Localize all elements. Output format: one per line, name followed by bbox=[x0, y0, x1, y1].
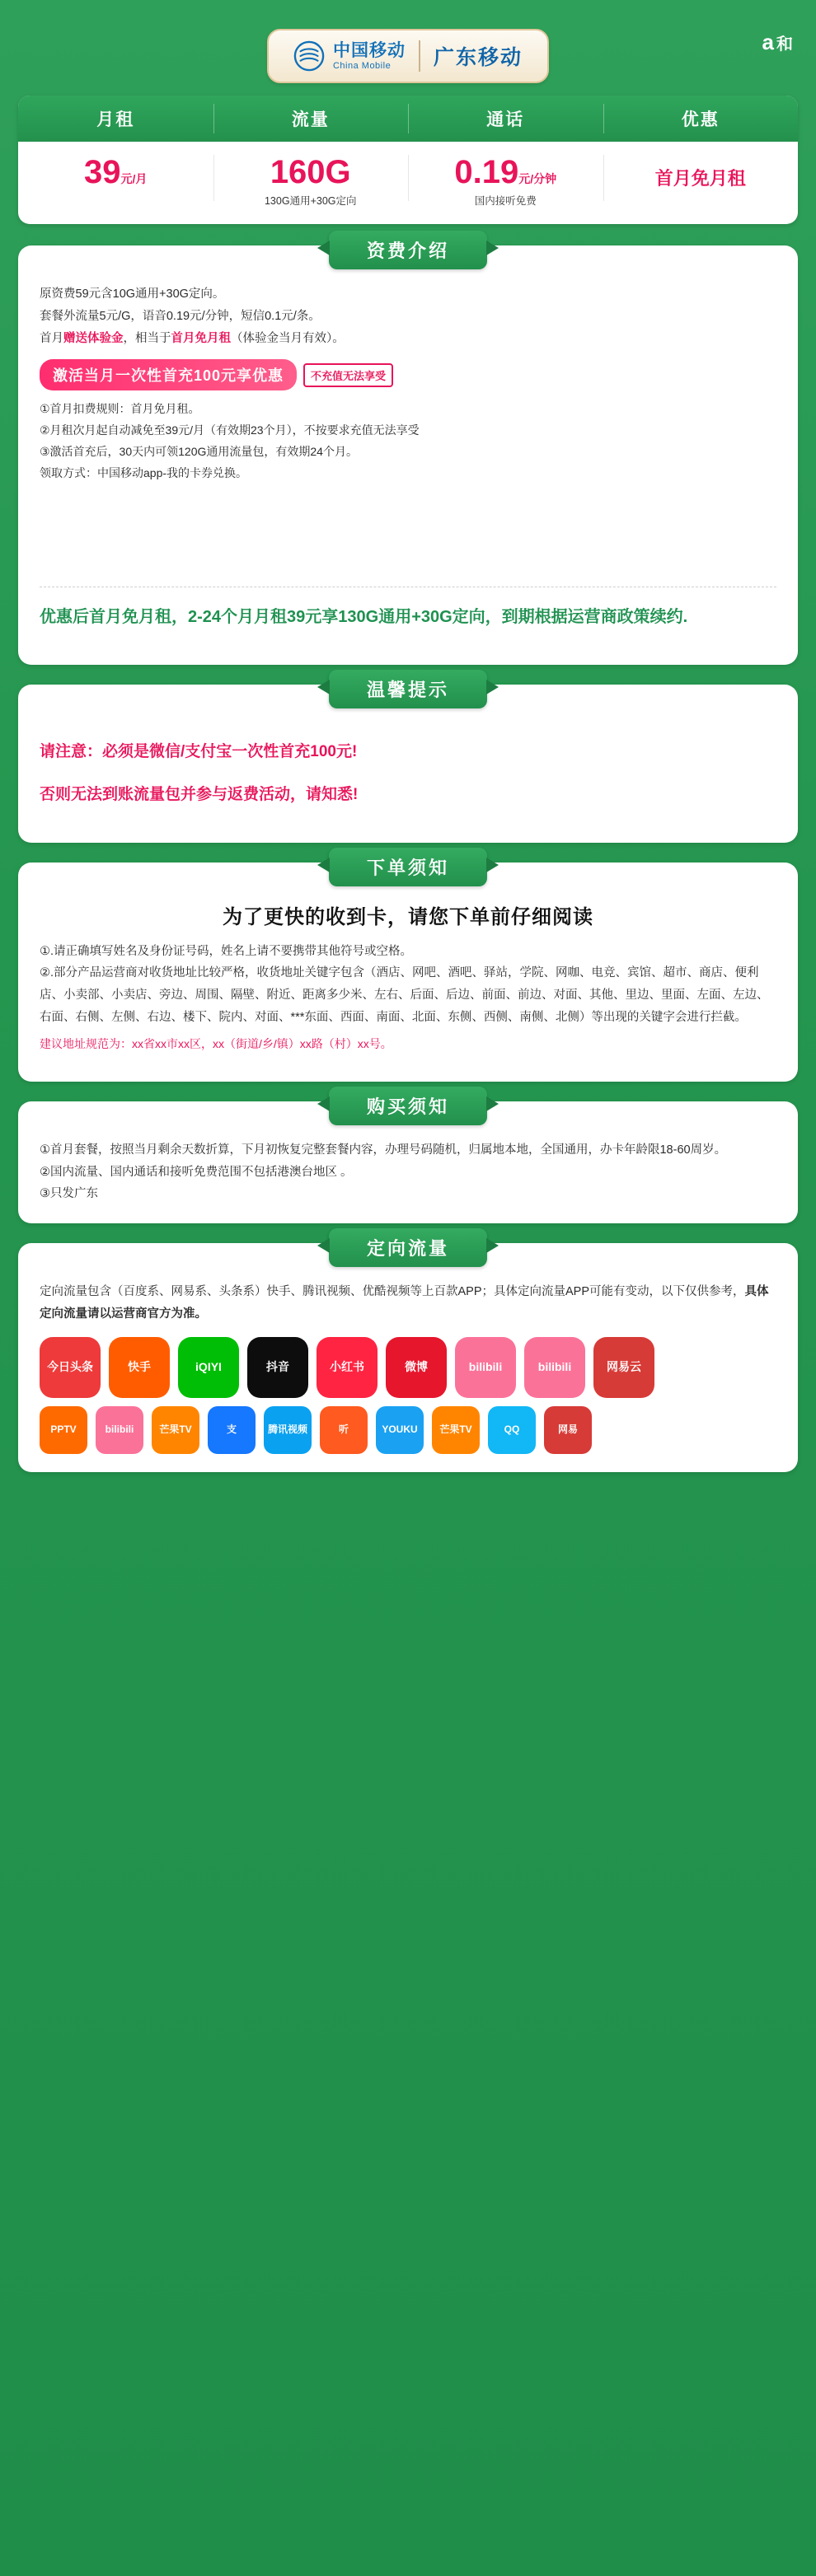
section-tips bbox=[18, 680, 798, 843]
brand-divider bbox=[419, 40, 420, 72]
directional-text-bold: 具体定向流量请以运营商官方为准。 bbox=[40, 1285, 769, 1321]
call-value: 0.19 bbox=[454, 154, 519, 190]
section-directional-data bbox=[18, 1238, 798, 1472]
tariff-line-3d: 首月免月租 bbox=[171, 331, 231, 345]
tencent-video-icon: 腾讯视频 bbox=[264, 1406, 312, 1454]
qingting-fm-icon: 听 bbox=[320, 1406, 368, 1454]
bilibili-alt-icon: bilibili bbox=[524, 1337, 585, 1398]
section-title-purchase: 购买须知 bbox=[329, 1087, 487, 1125]
tariff-line-2: 套餐外流量5元/G，语音0.19元/分钟，短信0.1元/条。 bbox=[40, 309, 321, 323]
app-icon-row-1 bbox=[40, 1337, 776, 1398]
alipay-icon: 支 bbox=[208, 1406, 256, 1454]
call-note: 国内接听免费 bbox=[474, 195, 537, 207]
tariff-highlight-row bbox=[40, 359, 776, 390]
data-note: 130G通用+30G定向 bbox=[264, 195, 357, 207]
section-purchase-notice bbox=[18, 1096, 798, 1223]
order-heading: 为了更快的收到卡，请您下单前仔细阅读 bbox=[223, 905, 593, 928]
tariff-line-3b: 赠送体验金 bbox=[63, 331, 124, 345]
purchase-item-2: ②国内流量、国内通话和接听免费范围不包括港澳台地区 。 bbox=[40, 1165, 353, 1179]
page-header bbox=[18, 16, 798, 96]
tariff-line-3 bbox=[40, 328, 776, 350]
tariff-item-2: ②月租次月起自动减免至39元/月（有效期23个月），不按要求充值无法享受 bbox=[40, 423, 420, 437]
qq-icon: QQ bbox=[488, 1406, 536, 1454]
tips-line-1-label: 请注意： bbox=[40, 743, 103, 760]
xiaohongshu-icon: 小红书 bbox=[317, 1337, 378, 1398]
tips-line-1 bbox=[40, 738, 776, 765]
tariff-summary: 优惠后首月免月租，2-24个月月租39元享130G通用+30G定向，到期根据运营商政策续约. bbox=[40, 608, 688, 626]
kuaishou-icon: 快手 bbox=[109, 1337, 170, 1398]
order-address-rule: 建议地址规范为：xx省xx市xx区，xx（街道/乡/镇）xx路（村）xx号。 bbox=[40, 1036, 392, 1050]
tips-line-1-text: 必须是微信/支付宝一次性首充100元! bbox=[102, 743, 358, 760]
data-value: 160G bbox=[270, 154, 351, 190]
price-header-data: 流量 bbox=[213, 96, 409, 142]
price-header-rent: 月租 bbox=[96, 110, 135, 129]
section-order-notice bbox=[18, 857, 798, 1082]
tariff-line-3c: ，相当于 bbox=[123, 331, 171, 345]
directional-text-main: 定向流量包含（百度系、网易系、头条系）快手、腾讯视频、优酷视频等上百款APP；具体定向流量APP可能有变动，以下仅供参考， bbox=[40, 1285, 745, 1299]
price-cell-data bbox=[213, 150, 409, 209]
call-unit: 元/分钟 bbox=[518, 172, 557, 185]
section-title-order: 下单须知 bbox=[329, 848, 487, 886]
region-label: 广东移动 bbox=[433, 46, 523, 69]
douyin-icon: 抖音 bbox=[247, 1337, 308, 1398]
netease-icon: 网易 bbox=[544, 1406, 592, 1454]
carrier-name-cn: 中国移动 bbox=[332, 41, 406, 61]
app-icon-row-2 bbox=[40, 1406, 776, 1454]
bilibili-icon: bilibili bbox=[455, 1337, 516, 1398]
brand-badge bbox=[267, 29, 549, 83]
tariff-line-3a: 首月 bbox=[40, 331, 63, 345]
offer-value: 首月免月租 bbox=[654, 168, 746, 189]
he-logo bbox=[762, 30, 793, 55]
price-header-call: 通话 bbox=[408, 96, 603, 142]
purchase-item-1: ①首月套餐，按照当月剩余天数折算，下月初恢复完整套餐内容，办理号码随机，归属地本地，全国通用，办卡年龄限18-60周岁。 bbox=[40, 1143, 727, 1157]
mgtv-alt-icon: 芒果TV bbox=[432, 1406, 480, 1454]
tariff-item-1: ①首月扣费规则：首月免月租。 bbox=[40, 402, 200, 416]
price-table-header bbox=[18, 96, 798, 142]
pptv-icon: PPTV bbox=[40, 1406, 87, 1454]
price-table bbox=[18, 96, 798, 224]
no-recharge-tag: 不充值无法享受 bbox=[303, 363, 393, 387]
bilibili-icon: bilibili bbox=[96, 1406, 143, 1454]
carrier-name-en: China Mobile bbox=[332, 60, 392, 71]
price-table-body bbox=[18, 142, 798, 224]
tips-line-2: 否则无法到账流量包并参与返费活动，请知悉! bbox=[40, 786, 359, 804]
section-title-tips: 温馨提示 bbox=[329, 670, 487, 708]
price-cell-rent bbox=[18, 150, 213, 209]
rent-unit: 元/月 bbox=[120, 172, 148, 185]
tariff-line-3e: （体验金当月有效）。 bbox=[231, 331, 345, 345]
section-tariff bbox=[18, 241, 798, 665]
price-cell-offer bbox=[603, 150, 799, 209]
directional-text bbox=[40, 1281, 776, 1325]
order-item-1: ①.请正确填写姓名及身份证号码，姓名上请不要携带其他符号或空格。 bbox=[40, 944, 413, 958]
china-mobile-mark-icon bbox=[293, 40, 325, 72]
section-title-tariff: 资费介绍 bbox=[329, 231, 487, 269]
price-header-offer: 优惠 bbox=[603, 96, 799, 142]
china-mobile-logo bbox=[293, 40, 406, 72]
youku-icon: YOUKU bbox=[376, 1406, 424, 1454]
weibo-icon: 微博 bbox=[386, 1337, 447, 1398]
netease-music-icon: 网易云 bbox=[593, 1337, 654, 1398]
tariff-line-1: 原资费59元含10G通用+30G定向。 bbox=[40, 288, 225, 301]
tariff-item-4: 领取方式：中国移动app-我的卡券兑换。 bbox=[40, 466, 248, 480]
first-charge-badge: 激活当月一次性首充100元享优惠 bbox=[40, 359, 297, 390]
he-label: 和 bbox=[776, 35, 793, 54]
tariff-item-3: ③激活首充后，30天内可领120G通用流量包，有效期24个月。 bbox=[40, 445, 358, 459]
rent-value: 39 bbox=[84, 154, 121, 190]
purchase-item-3: ③只发广东 bbox=[40, 1187, 98, 1201]
section-title-directional: 定向流量 bbox=[329, 1228, 487, 1267]
iqiyi-icon: iQIYI bbox=[178, 1337, 239, 1398]
he-mark-icon: a bbox=[762, 30, 773, 54]
order-item-2: ②.部分产品运营商对收货地址比较严格，收货地址关键字包含（酒店、网吧、酒吧、驿站，学院、网咖、电竞、宾馆、超市、商店、便利店、小卖部、小卖店、旁边、周围、隔壁、附近、距离多少米、左右、后面、后边、前面、前边、对面、其他、里边、里面、左面、左边、右面、右侧、左侧、右边、楼下、院内、对面、***东面、西面、南面、北面、东侧、西侧、南侧、北侧）等出现的关键字会进行拦截。 bbox=[40, 966, 769, 1024]
toutiao-icon: 今日头条 bbox=[40, 1337, 101, 1398]
mgtv-icon: 芒果TV bbox=[152, 1406, 199, 1454]
price-cell-call bbox=[408, 150, 603, 209]
tariff-spacer bbox=[40, 484, 776, 563]
